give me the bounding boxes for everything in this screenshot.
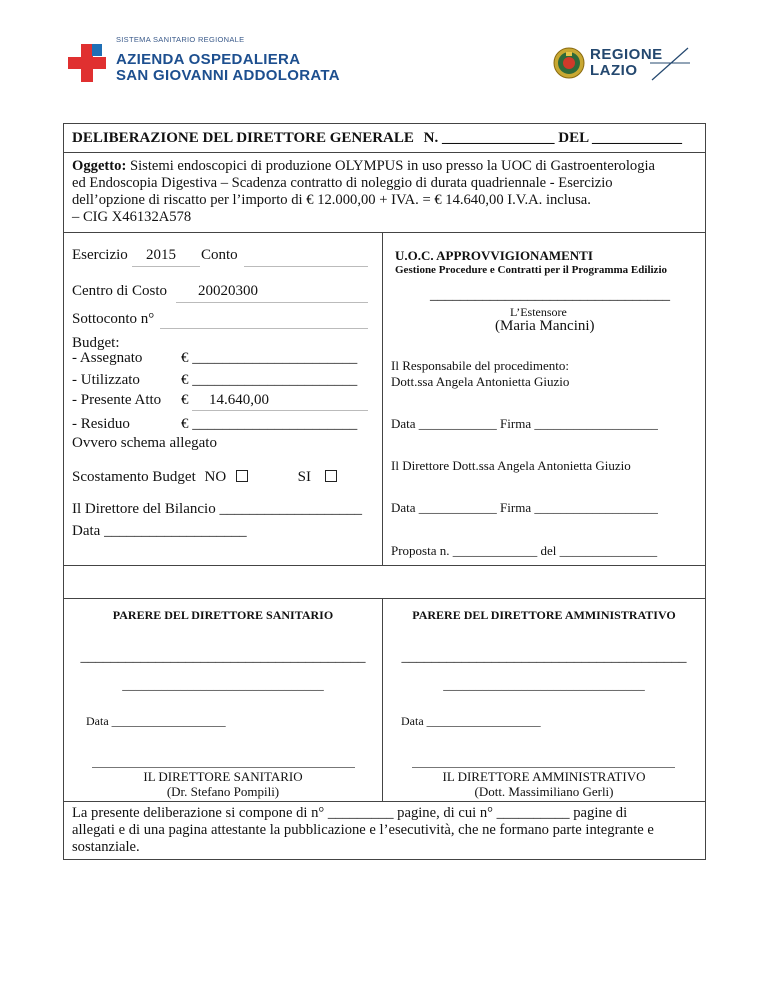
- utilizzato-label: - Utilizzato: [72, 372, 140, 388]
- parere-amministrativo-data[interactable]: Data ___________________: [401, 714, 541, 728]
- esercizio-label: Esercizio: [72, 247, 128, 263]
- direttore-bilancio-field[interactable]: Il Direttore del Bilancio ___________________: [72, 501, 362, 517]
- footer-line2: allegati e di una pagina attestante la pubblicazione e l’esecutività, che ne formano parte integrante e: [72, 822, 654, 838]
- parere-amministrativo-line-2[interactable]: _______________________________: [443, 677, 645, 692]
- region-name-line2: LAZIO: [590, 61, 638, 79]
- presente-atto-value[interactable]: 14.640,00: [209, 392, 269, 408]
- assegnato-label: - Assegnato: [72, 350, 143, 366]
- presente-atto-euro: €: [181, 392, 189, 408]
- no-checkbox[interactable]: [236, 470, 248, 482]
- parere-sanitario-title: PARERE DEL DIRETTORE SANITARIO: [112, 608, 334, 622]
- parere-amministrativo-title: PARERE DEL DIRETTORE AMMINISTRATIVO: [412, 608, 676, 622]
- scostamento-label: Scostamento Budget: [72, 469, 196, 485]
- residuo-field[interactable]: € ______________________: [181, 416, 358, 432]
- estensore-name: (Maria Mancini): [495, 318, 595, 334]
- schema-allegato-label: Ovvero schema allegato: [72, 435, 217, 451]
- centro-costo-value[interactable]: 20020300: [198, 283, 258, 299]
- deliberation-title: [72, 130, 682, 147]
- sanitario-signature-line[interactable]: [92, 767, 355, 768]
- conto-field[interactable]: [244, 266, 368, 267]
- si-label: SI: [297, 469, 312, 485]
- hospital-name-line1: AZIENDA OSPEDALIERA: [116, 51, 301, 68]
- system-label: SISTEMA SANITARIO REGIONALE: [116, 35, 245, 44]
- conto-label: Conto: [201, 247, 238, 263]
- data-firma-field-1[interactable]: Data ____________ Firma ___________________: [391, 416, 658, 431]
- residuo-label: - Residuo: [72, 416, 130, 432]
- red-cross-icon: [68, 44, 106, 82]
- region-name-line1: REGIONE: [590, 46, 663, 63]
- parere-sanitario-data[interactable]: Data ___________________: [86, 714, 226, 728]
- regione-lazio-emblem-icon: [553, 47, 585, 79]
- estensore-label: L’Estensore: [510, 305, 567, 319]
- centro-costo-label: Centro di Costo: [72, 283, 168, 299]
- deliberation-number-field[interactable]: N. _______________ DEL ____________: [423, 130, 683, 146]
- parere-sanitario-line-2[interactable]: _______________________________: [122, 677, 324, 692]
- hospital-name-line2: SAN GIOVANNI ADDOLORATA: [116, 67, 340, 84]
- data-field-left[interactable]: Data ___________________: [72, 523, 247, 539]
- region-decoration-lines: [650, 46, 690, 82]
- amministrativo-signature-line[interactable]: [412, 767, 675, 768]
- proposta-field[interactable]: Proposta n. _____________ del _______________: [391, 543, 658, 558]
- uoc-title: U.O.C. APPROVVIGIONAMENTI: [395, 248, 593, 263]
- subject-line1: [72, 158, 655, 175]
- sottoconto-field[interactable]: [160, 328, 368, 329]
- parere-amministrativo-line-1[interactable]: ______________________________________: [401, 649, 687, 665]
- amministrativo-name: (Dott. Massimiliano Gerli): [474, 784, 614, 799]
- sanitario-name: (Dr. Stefano Pompili): [166, 784, 280, 799]
- subject-line2: ed Endoscopia Digestiva – Scadenza contratto di noleggio di durata quadriennale - Esercizio: [72, 175, 613, 191]
- uoc-subtitle: Gestione Procedure e Contratti per il Programma Edilizio: [395, 264, 667, 276]
- assegnato-field[interactable]: € ______________________: [181, 350, 358, 366]
- presente-atto-underline: [192, 410, 368, 411]
- amministrativo-role: IL DIRETTORE AMMINISTRATIVO: [442, 769, 646, 784]
- scostamento-budget: [72, 469, 337, 486]
- row-divider: [64, 152, 705, 153]
- deliberation-title-text: DELIBERAZIONE DEL DIRETTORE GENERALE: [72, 130, 414, 146]
- responsabile-label: Il Responsabile del procedimento:: [391, 358, 569, 373]
- subject-line3: dell’opzione di riscatto per l’importo di € 12.000,00 + IVA. = € 14.640,00 I.V.A. inclusa.: [72, 192, 591, 208]
- direttore-uoc: Il Direttore Dott.ssa Angela Antonietta Giuzio: [391, 458, 631, 473]
- hospital-name: [116, 52, 340, 84]
- presente-atto-label: - Presente Atto: [72, 392, 162, 408]
- utilizzato-field[interactable]: € ______________________: [181, 372, 358, 388]
- row-divider: [64, 598, 705, 599]
- centro-costo-underline: [176, 302, 368, 303]
- budget-label: Budget:: [72, 335, 120, 351]
- no-label: NO: [204, 469, 227, 485]
- responsabile-name: Dott.ssa Angela Antonietta Giuzio: [391, 374, 570, 389]
- deliberation-form: [63, 123, 706, 860]
- esercizio-value[interactable]: 2015: [146, 247, 176, 263]
- si-checkbox[interactable]: [325, 470, 337, 482]
- sanitario-role: IL DIRETTORE SANITARIO: [143, 769, 303, 784]
- subject-line4: – CIG X46132A578: [72, 209, 192, 225]
- estensore-signature-line[interactable]: ________________________________: [430, 287, 670, 303]
- subject-text-1: Sistemi endoscopici di produzione OLYMPUS in uso presso la UOC di Gastroenterologia: [129, 158, 656, 174]
- column-divider: [382, 232, 383, 565]
- row-divider: [64, 232, 705, 233]
- footer-line3: sostanziale.: [72, 839, 140, 855]
- row-divider: [64, 565, 705, 566]
- row-divider: [64, 801, 705, 802]
- esercizio-underline: [132, 266, 200, 267]
- subject-label: Oggetto:: [72, 158, 127, 174]
- data-firma-field-2[interactable]: Data ____________ Firma ___________________: [391, 500, 658, 515]
- footer-line1: La presente deliberazione si compone di n° _________ pagine, di cui n° __________ pagine di: [72, 805, 628, 821]
- sottoconto-label: Sottoconto n°: [72, 311, 155, 327]
- parere-sanitario-line-1[interactable]: ______________________________________: [80, 649, 366, 665]
